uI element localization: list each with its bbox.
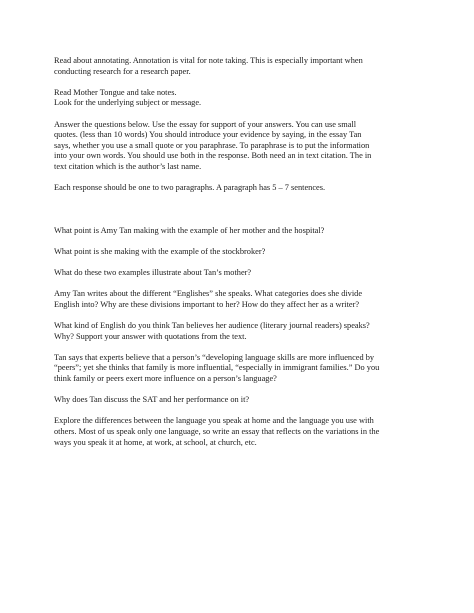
question-6 [54, 353, 426, 385]
text-line: ways you speak it at home, at work, at school, at church, etc. [54, 437, 257, 447]
text-line: English into? Why are these divisions important to her? How do they affect her as a writer? [54, 299, 360, 309]
read-notes-paragraph [54, 88, 426, 109]
text-line: Why? Support your answer with quotations from the text. [54, 331, 247, 341]
text-line: Read about annotating. Annotation is vital for note taking. This is especially important when [54, 56, 363, 65]
question-1 [54, 226, 426, 237]
text-line: think family or peers exert more influence on a person’s language? [54, 374, 277, 384]
text-line: What point is Amy Tan making with the example of her mother and the hospital? [54, 225, 325, 235]
annotating-paragraph [54, 56, 426, 77]
question-5 [54, 321, 426, 342]
text-line: says, whether you use a small quote or you paraphrase. To paraphrase is to put the information [54, 140, 370, 150]
text-line: others. Most of us speak only one language, so write an essay that reflects on the variations in the [54, 427, 380, 436]
document-body [54, 56, 426, 448]
text-line: Explore the differences between the language you speak at home and the language you use with [54, 416, 374, 426]
text-line: Why does Tan discuss the SAT and her performance on it? [54, 395, 250, 405]
text-line: Amy Tan writes about the different “Englishes” she speaks. What categories does she divide [54, 289, 363, 299]
text-line: Each response should be one to two paragraphs. A paragraph has 5 – 7 sentences. [54, 183, 326, 193]
text-line: Read Mother Tongue and take notes. [54, 87, 177, 97]
text-line: “peers”; yet she thinks that family is more influential, “especially in immigrant families.” Do you [54, 363, 380, 373]
question-4 [54, 289, 426, 310]
text-line: text citation which is the author’s last name. [54, 161, 202, 171]
text-line: into your own words. You should use both in the response. Both need an in text citation. The in [54, 151, 372, 161]
text-line: Tan says that experts believe that a person’s “developing language skills are more influenced by [54, 352, 375, 362]
text-line: conducting research for a research paper. [54, 66, 191, 76]
text-line: What kind of English do you think Tan believes her audience (literary journal readers) speaks? [54, 321, 370, 331]
response-length-paragraph [54, 183, 426, 194]
text-line: quotes. (less than 10 words) You should introduce your evidence by saying, in the essay Tan [54, 130, 362, 140]
question-2 [54, 247, 426, 258]
instructions-paragraph [54, 120, 426, 173]
question-7 [54, 395, 426, 406]
text-line: What do these two examples illustrate about Tan’s mother? [54, 268, 252, 278]
text-line: What point is she making with the example of the stockbroker? [54, 246, 266, 256]
question-3 [54, 268, 426, 279]
text-line: Look for the underlying subject or message. [54, 98, 202, 108]
question-8 [54, 416, 426, 448]
text-line: Answer the questions below. Use the essay for support of your answers. You can use small [54, 119, 357, 129]
